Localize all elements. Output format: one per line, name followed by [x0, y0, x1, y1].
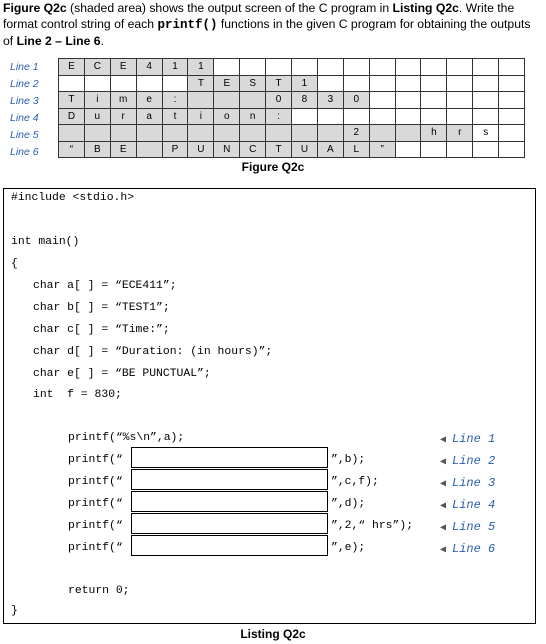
- grid-cell: 4: [136, 59, 162, 76]
- arrow-left-icon: ◀: [440, 501, 447, 512]
- listing-ref: Listing Q2c: [392, 1, 459, 15]
- grid-cell: 0: [266, 92, 292, 109]
- grid-cell: [266, 59, 292, 76]
- grid-line-label: Line 1: [10, 61, 39, 73]
- grid-cell: [214, 125, 240, 142]
- grid-cell: C: [240, 141, 266, 158]
- code-printf-suffix: ”,c,f);: [331, 476, 379, 488]
- code-printf-prefix: printf(“: [68, 520, 123, 532]
- grid-cell: a: [136, 108, 162, 125]
- grid-cell: [421, 108, 447, 125]
- grid-cell: [395, 141, 421, 158]
- grid-cell: [162, 125, 188, 142]
- code-decl-f: int f = 830;: [33, 389, 122, 401]
- grid-cell: [343, 59, 369, 76]
- grid-cell: [110, 125, 136, 142]
- code-printf-prefix: printf(“: [68, 498, 123, 510]
- grid-cell: [447, 92, 473, 109]
- grid-line-label: Line 4: [10, 112, 39, 124]
- grid-cell: [240, 92, 266, 109]
- grid-row: [59, 92, 525, 109]
- answer-blank-line4[interactable]: [131, 491, 328, 512]
- grid-line-label: Line 2: [10, 78, 39, 90]
- grid-cell: [317, 108, 343, 125]
- grid-cell: T: [266, 75, 292, 92]
- grid-cell: [421, 59, 447, 76]
- grid-cell: D: [59, 108, 85, 125]
- grid-cell: [369, 92, 395, 109]
- grid-cell: [447, 108, 473, 125]
- code-decl-e: char e[ ] = “BE PUNCTUAL”;: [33, 368, 211, 380]
- grid-row: [59, 75, 525, 92]
- line-marker: [440, 432, 495, 446]
- grid-cell: [162, 75, 188, 92]
- grid-cell: :: [266, 108, 292, 125]
- answer-blank-line5[interactable]: [131, 513, 328, 534]
- answer-blank-line3[interactable]: [131, 469, 328, 490]
- grid-cell: [395, 59, 421, 76]
- grid-cell: [136, 141, 162, 158]
- grid-cell: [110, 75, 136, 92]
- grid-row: [59, 108, 525, 125]
- grid-cell: [343, 75, 369, 92]
- grid-cell: [292, 125, 318, 142]
- grid-row: [59, 141, 525, 158]
- intro-text-1: (shaded area) shows the output screen of the C program in: [66, 1, 393, 15]
- code-main: int main(): [11, 236, 80, 248]
- grid-cell: [447, 75, 473, 92]
- grid-cell: r: [110, 108, 136, 125]
- code-include: #include <stdio.h>: [11, 192, 135, 204]
- grid-row: [59, 59, 525, 76]
- grid-cell: [292, 108, 318, 125]
- grid-cell: U: [188, 141, 214, 158]
- grid-cell: m: [110, 92, 136, 109]
- grid-cell: S: [240, 75, 266, 92]
- grid-cell: [473, 141, 499, 158]
- grid-cell: [369, 75, 395, 92]
- grid-line-label: Line 3: [10, 95, 39, 107]
- line-marker: [440, 542, 495, 556]
- grid-cell: A: [317, 141, 343, 158]
- arrow-left-icon: ◀: [440, 457, 447, 468]
- grid-cell: E: [59, 59, 85, 76]
- line-marker-label: Line 5: [452, 520, 496, 534]
- grid-cell: [473, 92, 499, 109]
- printf-ref: printf(): [157, 18, 218, 32]
- grid-cell: [136, 75, 162, 92]
- grid-cell: [499, 125, 525, 142]
- grid-cell: :: [162, 92, 188, 109]
- code-decl-b: char b[ ] = “TEST1”;: [33, 302, 170, 314]
- grid-cell: E: [214, 75, 240, 92]
- grid-cell: [447, 141, 473, 158]
- answer-blank-line2[interactable]: [131, 447, 328, 468]
- code-printf-suffix: ”,b);: [331, 454, 366, 466]
- grid-cell: [395, 125, 421, 142]
- grid-cell: 3: [317, 92, 343, 109]
- grid-cell: [369, 108, 395, 125]
- grid-cell: 8: [292, 92, 318, 109]
- grid-cell: [421, 75, 447, 92]
- grid-cell: o: [214, 108, 240, 125]
- grid-line-label: Line 5: [10, 129, 39, 141]
- grid-cell: 1: [188, 59, 214, 76]
- grid-cell: “: [59, 141, 85, 158]
- code-decl-a: char a[ ] = “ECE411”;: [33, 280, 177, 292]
- code-decl-d: char d[ ] = “Duration: (in hours)”;: [33, 346, 273, 358]
- code-open-brace: {: [11, 258, 18, 270]
- output-grid: [58, 58, 525, 158]
- grid-cell: [59, 125, 85, 142]
- figure-ref: Figure Q2c: [3, 1, 67, 15]
- grid-cell: s: [473, 125, 499, 142]
- line-marker: [440, 520, 495, 534]
- grid-row: [59, 125, 525, 142]
- code-printf-line1: printf(“%s\n”,a);: [68, 432, 185, 444]
- grid-cell: [473, 59, 499, 76]
- grid-cell: [136, 125, 162, 142]
- grid-cell: [188, 125, 214, 142]
- line-marker-label: Line 1: [452, 432, 496, 446]
- code-printf-prefix: printf(“: [68, 542, 123, 554]
- figure-caption: Figure Q2c: [241, 160, 305, 174]
- question-text: [3, 0, 541, 49]
- grid-cell: [395, 75, 421, 92]
- grid-cell: E: [110, 141, 136, 158]
- grid-cell: n: [240, 108, 266, 125]
- line-marker-label: Line 3: [452, 476, 496, 490]
- code-printf-prefix: printf(“: [68, 454, 123, 466]
- line-marker-label: Line 2: [452, 454, 496, 468]
- line-marker-label: Line 4: [452, 498, 496, 512]
- grid-cell: i: [84, 92, 110, 109]
- listing-caption: Listing Q2c: [240, 627, 306, 641]
- grid-cell: [499, 108, 525, 125]
- grid-cell: [421, 141, 447, 158]
- grid-cell: [499, 141, 525, 158]
- grid-cell: t: [162, 108, 188, 125]
- intro-text-3: functions in the given C program for obtaining the outputs of: [3, 17, 531, 48]
- grid-cell: P: [162, 141, 188, 158]
- grid-cell: [84, 125, 110, 142]
- grid-cell: L: [343, 141, 369, 158]
- code-return: return 0;: [68, 585, 130, 597]
- grid-cell: 0: [343, 92, 369, 109]
- line-marker: [440, 498, 495, 512]
- grid-cell: T: [266, 141, 292, 158]
- code-printf-suffix: ”,e);: [331, 542, 366, 554]
- grid-cell: [395, 108, 421, 125]
- grid-cell: 1: [292, 75, 318, 92]
- grid-cell: ”: [369, 141, 395, 158]
- code-close-brace: }: [11, 605, 18, 617]
- intro-text-4: .: [100, 34, 104, 48]
- grid-cell: [473, 75, 499, 92]
- arrow-left-icon: ◀: [440, 435, 447, 446]
- grid-cell: u: [84, 108, 110, 125]
- code-listing: [3, 188, 536, 624]
- code-decl-c: char c[ ] = “Time:”;: [33, 324, 170, 336]
- arrow-left-icon: ◀: [440, 523, 447, 534]
- grid-cell: [369, 125, 395, 142]
- grid-cell: [59, 75, 85, 92]
- grid-cell: [266, 125, 292, 142]
- arrow-left-icon: ◀: [440, 479, 447, 490]
- grid-cell: [84, 75, 110, 92]
- line-marker: [440, 454, 495, 468]
- grid-cell: e: [136, 92, 162, 109]
- grid-cell: [369, 59, 395, 76]
- grid-cell: 1: [162, 59, 188, 76]
- answer-blank-line6[interactable]: [131, 535, 328, 556]
- grid-line-label: Line 6: [10, 146, 39, 158]
- grid-cell: [317, 75, 343, 92]
- grid-cell: [499, 92, 525, 109]
- grid-cell: [395, 92, 421, 109]
- grid-cell: [317, 125, 343, 142]
- grid-cell: B: [84, 141, 110, 158]
- grid-cell: [421, 92, 447, 109]
- line-marker: [440, 476, 495, 490]
- grid-cell: [240, 125, 266, 142]
- grid-cell: E: [110, 59, 136, 76]
- grid-cell: [447, 59, 473, 76]
- grid-cell: [343, 108, 369, 125]
- intro-text-2: . Write the format control string of each: [3, 1, 515, 31]
- code-printf-suffix: ”,2,“ hrs”);: [331, 520, 414, 532]
- arrow-left-icon: ◀: [440, 545, 447, 556]
- grid-cell: h: [421, 125, 447, 142]
- code-printf-suffix: ”,d);: [331, 498, 366, 510]
- grid-cell: 2: [343, 125, 369, 142]
- grid-cell: N: [214, 141, 240, 158]
- grid-cell: C: [84, 59, 110, 76]
- code-printf-prefix: printf(“: [68, 476, 123, 488]
- grid-cell: [499, 59, 525, 76]
- grid-cell: U: [292, 141, 318, 158]
- grid-cell: [188, 92, 214, 109]
- grid-cell: [292, 59, 318, 76]
- grid-cell: [317, 59, 343, 76]
- grid-cell: r: [447, 125, 473, 142]
- grid-cell: [240, 59, 266, 76]
- grid-cell: [214, 92, 240, 109]
- grid-cell: [499, 75, 525, 92]
- grid-cell: i: [188, 108, 214, 125]
- grid-cell: T: [188, 75, 214, 92]
- grid-cell: [214, 59, 240, 76]
- lines-ref: Line 2 – Line 6: [16, 34, 101, 48]
- line-marker-label: Line 6: [452, 542, 496, 556]
- grid-cell: [473, 108, 499, 125]
- grid-cell: T: [59, 92, 85, 109]
